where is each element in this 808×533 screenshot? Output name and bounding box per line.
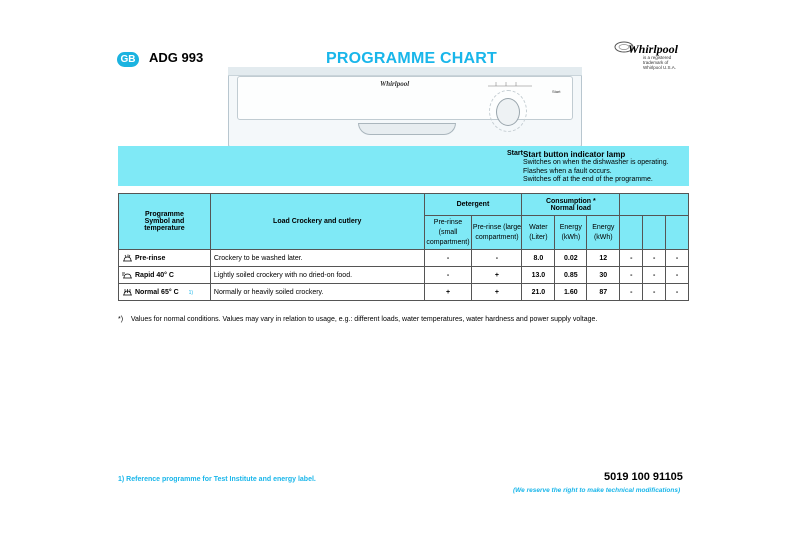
- brand-name: Whirlpool: [628, 42, 679, 56]
- energy-2-cell: 30: [587, 267, 620, 284]
- programme-name: Pre-rinse: [135, 254, 166, 262]
- water-cell: 8.0: [522, 250, 555, 267]
- energy-cell: 0.85: [555, 267, 587, 284]
- footnote: *) Values for normal conditions. Values may vary in relation to usage, e.g.: different loads, water temperatures, water hardness and power supply voltage.: [118, 316, 598, 323]
- table-row: [119, 267, 689, 284]
- page-title: PROGRAMME CHART: [326, 50, 497, 67]
- info-line: Flashes when a fault occurs.: [523, 168, 612, 175]
- programme-symbols-icon: [486, 81, 534, 87]
- document-number: 5019 100 91105: [604, 471, 683, 483]
- table-row: [119, 284, 689, 301]
- load-cell: Normally or heavily soiled crockery.: [210, 284, 424, 301]
- extra-cell: -: [620, 284, 643, 301]
- info-title: Start button indicator lamp: [523, 150, 626, 159]
- panel-logo: Whirlpool: [380, 80, 410, 88]
- language-badge: GB: [117, 52, 139, 67]
- panel-start-label: Start: [552, 89, 561, 94]
- header-water: Water (Liter): [522, 216, 555, 250]
- programme-table: [118, 193, 689, 301]
- pre-rinse-icon: [122, 254, 133, 262]
- door-handle: [358, 123, 456, 135]
- rapid-wash-icon: [122, 271, 133, 279]
- reference-marker: 1): [188, 289, 194, 296]
- extra-cell: -: [620, 267, 643, 284]
- header-prerinse-small: Pre-rinse (small compartment): [424, 216, 472, 250]
- normal-wash-icon: [122, 288, 133, 296]
- header-energy: Energy (kWh): [555, 216, 587, 250]
- header-empty: [643, 216, 666, 250]
- reserve-note: (We reserve the right to make technical modifications): [513, 487, 681, 494]
- model-number: ADG 993: [149, 50, 204, 65]
- info-label: Start: [507, 150, 523, 157]
- extra-cell: -: [620, 250, 643, 267]
- extra-cell: -: [666, 250, 689, 267]
- energy-2-cell: 87: [587, 284, 620, 301]
- header-detergent: Detergent: [424, 194, 522, 216]
- detergent-small-cell: -: [424, 267, 472, 284]
- detergent-large-cell: +: [472, 267, 522, 284]
- detergent-large-cell: -: [472, 250, 522, 267]
- detergent-large-cell: +: [472, 284, 522, 301]
- trademark-note: is a registered trademark of Whirlpool U.S.A.: [643, 55, 677, 70]
- detergent-small-cell: -: [424, 250, 472, 267]
- energy-2-cell: 12: [587, 250, 620, 267]
- programme-cell: [119, 250, 211, 267]
- load-cell: Crockery to be washed later.: [210, 250, 424, 267]
- header-programme: Programme Symbol and temperature: [119, 194, 211, 250]
- water-cell: 13.0: [522, 267, 555, 284]
- info-line: Switches on when the dishwasher is operating.: [523, 159, 669, 166]
- load-cell: Lightly soiled crockery with no dried-on food.: [210, 267, 424, 284]
- programme-cell: [119, 267, 211, 284]
- extra-cell: -: [643, 250, 666, 267]
- header-load: Load Crockery and cutlery: [210, 194, 424, 250]
- extra-cell: -: [666, 284, 689, 301]
- water-cell: 21.0: [522, 284, 555, 301]
- energy-cell: 1.60: [555, 284, 587, 301]
- extra-cell: -: [643, 267, 666, 284]
- info-line: Switches off at the end of the programme.: [523, 176, 653, 183]
- extra-cell: -: [666, 267, 689, 284]
- programme-dial-icon: [496, 98, 520, 126]
- programme-name: Rapid 40° C: [135, 271, 174, 279]
- table-row: [119, 250, 689, 267]
- panel-top-strip: [228, 67, 582, 76]
- header-energy-2: Energy (kWh): [587, 216, 620, 250]
- header-empty: [620, 216, 643, 250]
- header-consumption: Consumption * Normal load: [522, 194, 620, 216]
- header-empty: [666, 216, 689, 250]
- header-blank: [620, 194, 689, 216]
- programme-name: Normal 65° C: [135, 288, 179, 296]
- detergent-small-cell: +: [424, 284, 472, 301]
- programme-cell: [119, 284, 211, 301]
- reference-note: 1) Reference programme for Test Institute and energy label.: [118, 476, 316, 483]
- header-prerinse-large: Pre-rinse (large compartment): [472, 216, 522, 250]
- extra-cell: -: [643, 284, 666, 301]
- energy-cell: 0.02: [555, 250, 587, 267]
